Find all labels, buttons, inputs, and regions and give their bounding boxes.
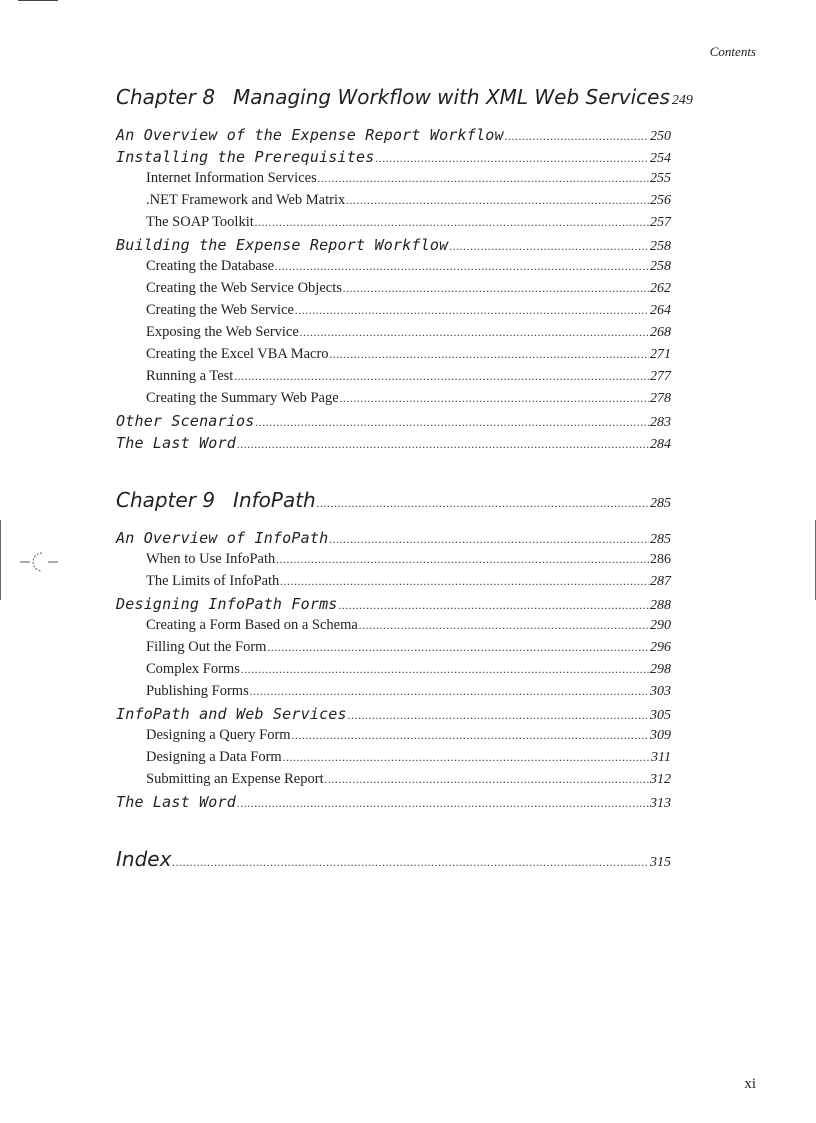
registration-mark-icon (20, 549, 60, 575)
toc-sub-entry[interactable] (116, 302, 671, 324)
toc-entry-title: Creating the Database (146, 258, 275, 274)
toc-chapter-entry[interactable] (116, 488, 671, 518)
toc-entry-title: Running a Test (146, 368, 234, 384)
toc-sub-entry[interactable] (116, 661, 671, 683)
toc-page-number: 268 (650, 325, 671, 340)
toc-entry-title: Designing InfoPath Forms (116, 595, 338, 613)
toc-page-number: 309 (650, 728, 671, 743)
toc-sub-entry[interactable] (116, 573, 671, 595)
toc-page-number: 262 (650, 281, 671, 296)
dot-leader (241, 662, 649, 677)
toc-page-number: 315 (650, 855, 671, 870)
dot-leader (330, 347, 649, 362)
dot-leader (343, 281, 649, 296)
toc-sub-entry[interactable] (116, 390, 671, 412)
toc-page-number: 298 (650, 662, 671, 677)
toc-page-number: 254 (650, 151, 671, 166)
toc-entry-title: Complex Forms (146, 661, 240, 677)
toc-entry-title: An Overview of the Expense Report Workflow (116, 126, 504, 144)
toc-page-number: 277 (650, 369, 671, 384)
toc-page-number: 303 (650, 684, 671, 699)
toc-spacer (116, 815, 671, 847)
toc-entry-title: Other Scenarios (116, 412, 255, 430)
toc-page-number: 257 (650, 215, 671, 230)
toc-page-number: 311 (651, 750, 671, 765)
toc-entry-title: Index (116, 847, 172, 871)
toc-section-entry[interactable] (116, 595, 671, 617)
dot-leader (295, 303, 649, 318)
dot-leader (317, 496, 649, 511)
toc-entry-title: Designing a Query Form (146, 727, 291, 743)
dot-leader (250, 684, 649, 699)
toc-entry-title: An Overview of InfoPath (116, 529, 329, 547)
toc-spacer (116, 456, 671, 488)
dot-leader (375, 151, 649, 166)
toc-page-number: 285 (650, 496, 671, 511)
page-number: xi (744, 1076, 756, 1092)
toc-chapter-entry[interactable] (116, 847, 671, 877)
toc-page-number: 296 (650, 640, 671, 655)
dot-leader (275, 259, 649, 274)
dot-leader (325, 772, 649, 787)
toc-sub-entry[interactable] (116, 170, 671, 192)
dot-leader (172, 855, 649, 870)
toc-page-number: 258 (650, 259, 671, 274)
dot-leader (255, 215, 649, 230)
toc-section-entry[interactable] (116, 434, 671, 456)
dot-leader (346, 193, 649, 208)
crop-mark-left (0, 520, 1, 600)
dot-leader (359, 618, 649, 633)
toc-section-entry[interactable] (116, 705, 671, 727)
toc-entry-title: Exposing the Web Service (146, 324, 299, 340)
toc-entry-title: Creating a Form Based on a Schema (146, 617, 358, 633)
dot-leader (237, 437, 649, 452)
toc-sub-entry[interactable] (116, 683, 671, 705)
dot-leader (292, 728, 649, 743)
dot-leader (234, 369, 649, 384)
toc-page-number: 286 (650, 552, 671, 567)
toc-entry-title: The SOAP Toolkit (146, 214, 254, 230)
toc-sub-entry[interactable] (116, 639, 671, 661)
toc-page-number: 283 (650, 415, 671, 430)
toc-entry-title: Creating the Web Service (146, 302, 294, 318)
toc-entry-title: Managing Workflow with XML Web Services (233, 85, 670, 109)
toc-page-number: 290 (650, 618, 671, 633)
toc-spacer (116, 518, 671, 529)
toc-chapter-entry[interactable] (116, 85, 693, 115)
toc-page-number: 249 (671, 93, 693, 108)
table-of-contents (116, 85, 693, 877)
toc-entry-title: Filling Out the Form (146, 639, 267, 655)
toc-section-entry[interactable] (116, 412, 671, 434)
toc-sub-entry[interactable] (116, 749, 671, 771)
toc-page-number: 255 (650, 171, 671, 186)
toc-sub-entry[interactable] (116, 192, 671, 214)
dot-leader (329, 532, 649, 547)
dot-leader (505, 129, 649, 144)
toc-page-number: 284 (650, 437, 671, 452)
toc-sub-entry[interactable] (116, 727, 671, 749)
toc-section-entry[interactable] (116, 793, 671, 815)
running-head: Contents (709, 44, 756, 59)
toc-page-number: 285 (650, 532, 671, 547)
toc-entry-title: The Last Word (116, 434, 236, 452)
dot-leader (348, 708, 649, 723)
dot-leader (339, 598, 649, 613)
toc-page-number: 313 (650, 796, 671, 811)
dot-leader (255, 415, 649, 430)
toc-entry-title: InfoPath (233, 488, 316, 512)
toc-entry-title: Submitting an Expense Report (146, 771, 324, 787)
toc-sub-entry[interactable] (116, 258, 671, 280)
toc-sub-entry[interactable] (116, 346, 671, 368)
toc-page-number: 287 (650, 574, 671, 589)
toc-page-number: 271 (650, 347, 671, 362)
toc-entry-title: Building the Expense Report Workflow (116, 236, 449, 254)
toc-page-number: 256 (650, 193, 671, 208)
dot-leader (340, 391, 649, 406)
crop-mark-top (18, 0, 58, 1)
dot-leader (267, 640, 649, 655)
toc-spacer (116, 115, 671, 126)
toc-entry-title: The Limits of InfoPath (146, 573, 280, 589)
toc-page-number: 264 (650, 303, 671, 318)
toc-entry-title: Installing the Prerequisites (116, 148, 375, 166)
dot-leader (276, 552, 649, 567)
toc-entry-title: InfoPath and Web Services (116, 705, 347, 723)
toc-entry-title: Designing a Data Form (146, 749, 282, 765)
toc-sub-entry[interactable] (116, 617, 671, 639)
toc-section-entry[interactable] (116, 126, 671, 148)
toc-entry-title: Creating the Summary Web Page (146, 390, 339, 406)
toc-entry-title: Publishing Forms (146, 683, 249, 699)
toc-sub-entry[interactable] (116, 771, 671, 793)
toc-page-number: 312 (650, 772, 671, 787)
toc-sub-entry[interactable] (116, 368, 671, 390)
toc-page-number: 305 (650, 708, 671, 723)
chapter-number: Chapter 8 (116, 85, 216, 109)
toc-entry-title: When to Use InfoPath (146, 551, 276, 567)
toc-page-number: 250 (650, 129, 671, 144)
dot-leader (237, 796, 649, 811)
toc-sub-entry[interactable] (116, 214, 671, 236)
toc-sub-entry[interactable] (116, 551, 671, 573)
dot-leader (449, 239, 649, 254)
toc-section-entry[interactable] (116, 236, 671, 258)
toc-sub-entry[interactable] (116, 324, 671, 346)
toc-entry-title: .NET Framework and Web Matrix (146, 192, 346, 208)
toc-entry-title: The Last Word (116, 793, 236, 811)
toc-page-number: 278 (650, 391, 671, 406)
toc-page-number: 258 (650, 239, 671, 254)
dot-leader (280, 574, 649, 589)
toc-sub-entry[interactable] (116, 280, 671, 302)
toc-entry-title: Creating the Web Service Objects (146, 280, 342, 296)
toc-entry-title: Internet Information Services (146, 170, 317, 186)
chapter-number: Chapter 9 (116, 488, 216, 512)
dot-leader (283, 750, 650, 765)
toc-page-number: 288 (650, 598, 671, 613)
toc-section-entry[interactable] (116, 148, 671, 170)
dot-leader (300, 325, 649, 340)
toc-section-entry[interactable] (116, 529, 671, 551)
dot-leader (318, 171, 649, 186)
toc-entry-title: Creating the Excel VBA Macro (146, 346, 329, 362)
